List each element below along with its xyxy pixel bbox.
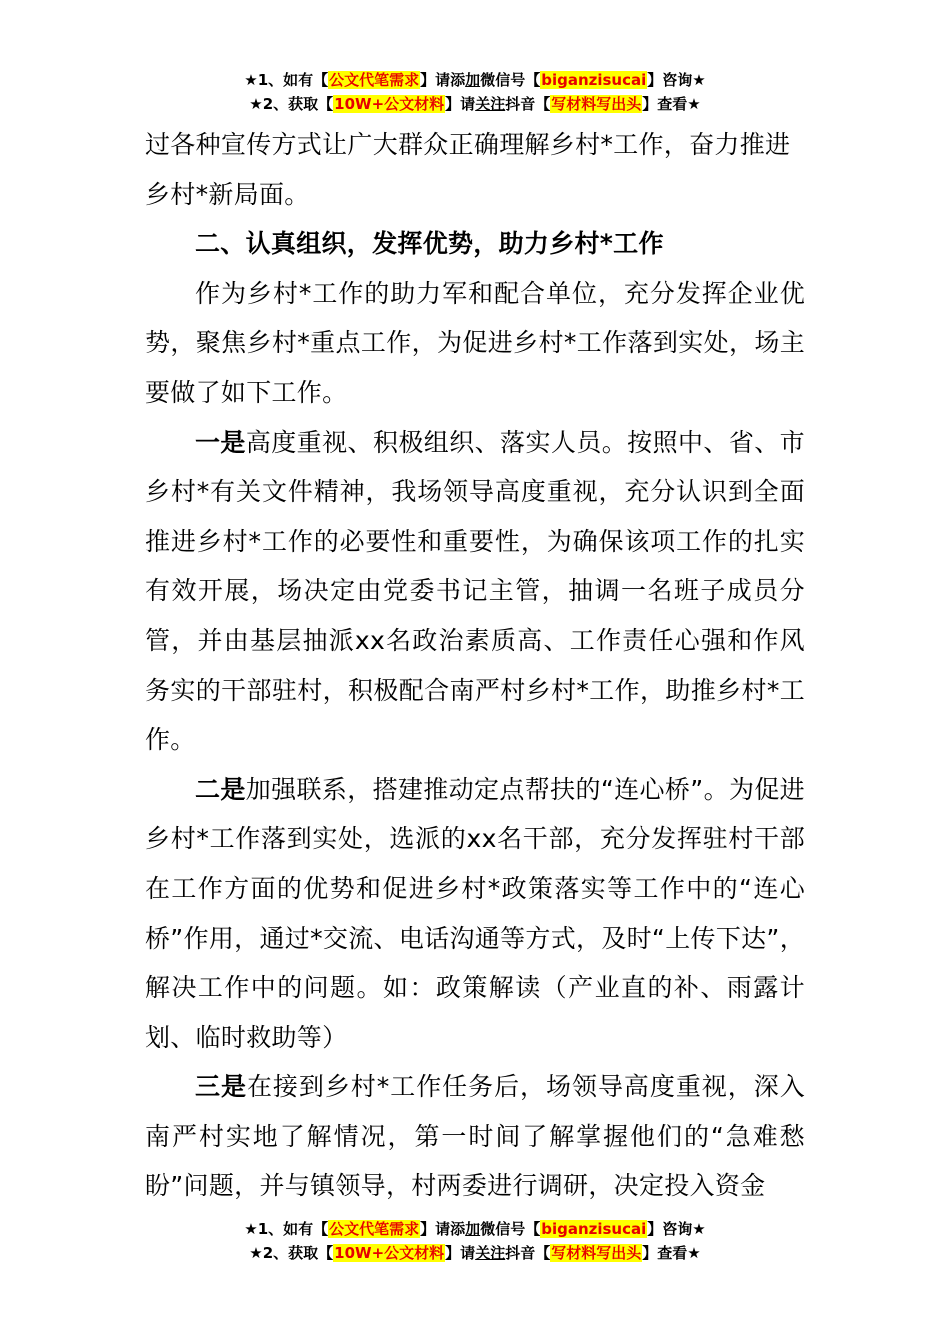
- paragraph-line: 过各种宣传方式让广大群众正确理解乡村*工作，奋力推进: [145, 130, 791, 159]
- star-icon: ★: [249, 1244, 263, 1262]
- promo-line-1: [0, 1217, 950, 1241]
- promo-text: 抖音【: [505, 1244, 551, 1262]
- point-lead: 二是: [195, 774, 246, 804]
- point-text: 在接到乡村*工作任务后，场领导高度重视，深入南严村实地了解情况，第一时间了解掌握他们的“急难愁盼”问题，并与镇领导，村两委进行调研，决定投入资金: [145, 1072, 805, 1201]
- bottom-promo-banner: [0, 1217, 950, 1265]
- promo-text: 】咨询: [647, 1220, 693, 1238]
- section-heading: 二、认真组织，发挥优势，助力乡村*工作: [195, 229, 664, 259]
- promo-text: 2、获取【: [262, 1244, 334, 1262]
- promo-highlight: 10W+公文材料: [334, 95, 445, 113]
- paragraph-intro: 作为乡村*工作的助力军和配合单位，充分发挥企业优势，聚焦乡村*重点工作，为促进乡村*工作落到实处，场主要做了如下工作。: [145, 278, 805, 407]
- star-icon: ★: [687, 1244, 701, 1262]
- promo-text: 微信号【: [480, 1220, 541, 1238]
- promo-line-2: [0, 1241, 950, 1265]
- promo-text: 】请: [445, 1244, 476, 1262]
- promo-text: 1、如有【: [257, 1220, 329, 1238]
- star-icon: ★: [244, 1220, 258, 1238]
- promo-douyin-id: 写材料写出头: [551, 95, 642, 113]
- promo-text: 】请: [445, 95, 476, 113]
- promo-text: 1、如有【: [257, 71, 329, 89]
- star-icon: ★: [692, 71, 706, 89]
- paragraph-point-3: [145, 1062, 805, 1211]
- point-text: 加强联系，搭建推动定点帮扶的“连心桥”。为促进乡村*工作落到实处，选派的xx名干部，充分发挥驻村干部在工作方面的优势和促进乡村*政策落实等工作中的“连心桥”作用，通过*交流、电话沟通等方式，及时“上传下达”，解决工作中的问题。如：政策解读（产业直的补、雨露计划、临时救助等）: [145, 774, 805, 1052]
- promo-text: 】查看: [642, 95, 688, 113]
- promo-text: 】查看: [642, 1244, 688, 1262]
- promo-wechat-id: biganzisucai: [541, 1220, 647, 1238]
- promo-text: 2、获取【: [262, 95, 334, 113]
- promo-underlined: 加: [465, 71, 481, 89]
- star-icon: ★: [692, 1220, 706, 1238]
- paragraph-point-1: [145, 418, 805, 765]
- promo-line-2: [0, 92, 950, 116]
- promo-highlight: 公文代笔需求: [329, 1220, 420, 1238]
- promo-underlined: 加: [465, 1220, 481, 1238]
- promo-text: 】咨询: [647, 71, 693, 89]
- document-body: [145, 120, 805, 1211]
- top-promo-banner: [0, 68, 950, 116]
- promo-underlined: 关注: [475, 1244, 506, 1262]
- promo-line-1: [0, 68, 950, 92]
- promo-wechat-id: biganzisucai: [541, 71, 647, 89]
- promo-underlined: 关注: [475, 95, 506, 113]
- promo-text: 微信号【: [480, 71, 541, 89]
- point-lead: 三是: [195, 1072, 247, 1102]
- promo-highlight: 公文代笔需求: [329, 71, 420, 89]
- paragraph-point-2: [145, 765, 805, 1063]
- star-icon: ★: [687, 95, 701, 113]
- point-text: 高度重视、积极组织、落实人员。按照中、省、市乡村*有关文件精神，我场领导高度重视，充分认识到全面推进乡村*工作的必要性和重要性，为确保该项工作的扎实有效开展，场决定由党委书记主管，抽调一名班子成员分管，并由基层抽派xx名政治素质高、工作责任心强和作风务实的干部驻村，积极配合南严村乡村*工作，助推乡村*工作。: [145, 427, 805, 755]
- promo-highlight: 10W+公文材料: [334, 1244, 445, 1262]
- star-icon: ★: [244, 71, 258, 89]
- point-lead: 一是: [195, 427, 246, 457]
- paragraph-line: 乡村*新局面。: [145, 179, 310, 209]
- promo-text: 抖音【: [505, 95, 551, 113]
- promo-text: 】请添: [420, 1220, 466, 1238]
- paragraph-continued: [145, 120, 805, 219]
- star-icon: ★: [249, 95, 263, 113]
- promo-douyin-id: 写材料写出头: [551, 1244, 642, 1262]
- promo-text: 】请添: [420, 71, 466, 89]
